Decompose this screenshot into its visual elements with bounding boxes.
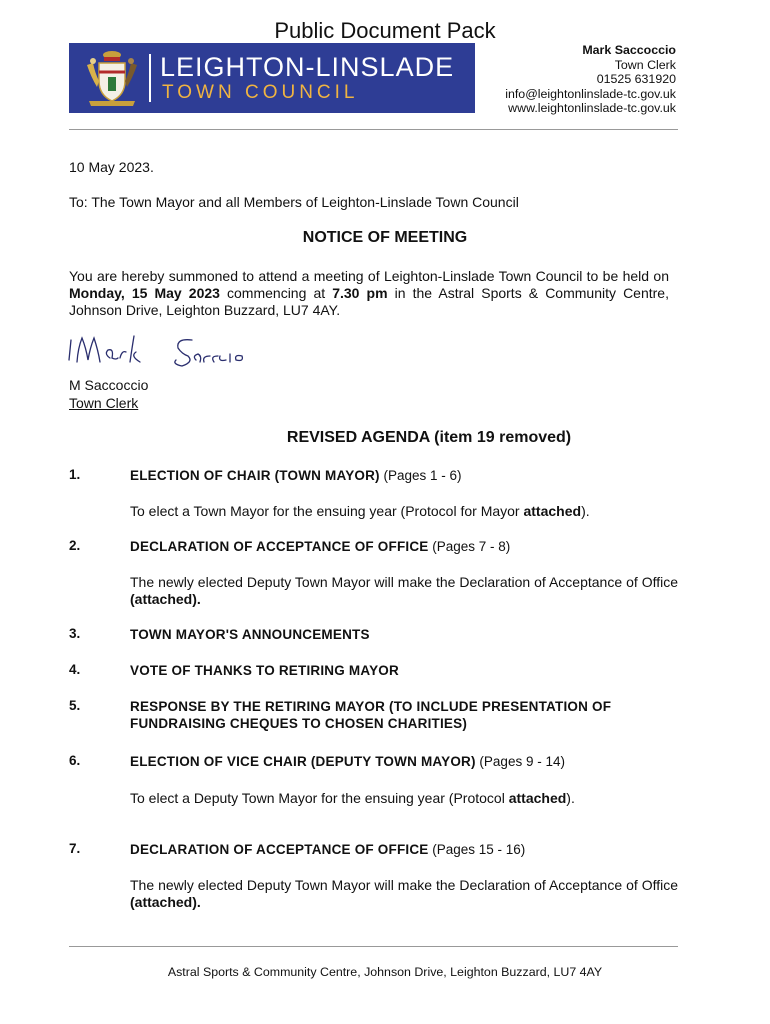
agenda-item-title <box>130 698 678 732</box>
agenda-item-number: 3. <box>69 626 81 641</box>
contact-role: Town Clerk <box>614 57 676 72</box>
contact-name: Mark Saccoccio <box>582 43 676 57</box>
signer-title: Town Clerk <box>69 395 139 411</box>
letter-date: 10 May 2023. <box>69 159 154 175</box>
signature-image <box>64 330 274 375</box>
contact-email[interactable]: info@leightonlinslade-tc.gov.uk <box>505 86 676 101</box>
agenda-item-description <box>130 877 678 911</box>
agenda-item-heading: ELECTION OF VICE CHAIR (DEPUTY TOWN MAYOR) <box>130 754 476 769</box>
agenda-item-pages[interactable]: (Pages 1 - 6) <box>379 468 462 483</box>
pack-title: Public Document Pack <box>274 18 496 43</box>
signer-name: M Saccoccio <box>69 377 149 393</box>
banner-divider <box>149 54 151 102</box>
footer-divider <box>69 946 678 947</box>
agenda-item-number: 2. <box>69 538 81 553</box>
agenda-item-heading: TOWN MAYOR'S ANNOUNCEMENTS <box>130 627 370 642</box>
agenda-item-heading: RESPONSE BY THE RETIRING MAYOR (TO INCLUDE PRESENTATION OF FUNDRAISING CHEQUES TO CHOSEN CHARITIES) <box>130 699 612 731</box>
agenda-item-description <box>130 790 678 807</box>
description-bold: attached <box>508 790 567 806</box>
header-divider <box>69 129 678 130</box>
agenda-item-heading: VOTE OF THANKS TO RETIRING MAYOR <box>130 663 399 678</box>
agenda-item-number: 4. <box>69 662 81 677</box>
council-subtitle: TOWN COUNCIL <box>162 82 359 103</box>
agenda-item-heading: DECLARATION OF ACCEPTANCE OF OFFICE <box>130 842 429 857</box>
agenda-item-number: 6. <box>69 753 81 768</box>
agenda-item-pages[interactable]: (Pages 15 - 16) <box>428 842 526 857</box>
council-logo-banner <box>69 43 475 113</box>
summons-paragraph <box>69 268 669 319</box>
description-text: ). <box>581 503 590 519</box>
council-crest-icon <box>81 47 143 109</box>
description-text: The newly elected Deputy Town Mayor will make the Declaration of Acceptance of Office <box>130 574 678 590</box>
council-name: LEIGHTON-LINSLADE <box>160 52 455 82</box>
page-footer: Astral Sports & Community Centre, Johnson Drive, Leighton Buzzard, LU7 4AY <box>167 965 603 979</box>
agenda-item-number: 1. <box>69 467 81 482</box>
agenda-item-description <box>130 574 678 608</box>
description-bold: (attached). <box>130 591 201 607</box>
agenda-item-title <box>130 662 678 679</box>
meeting-date: Monday, 15 May 2023 <box>69 285 220 301</box>
agenda-item-title <box>130 626 678 643</box>
agenda-item-description <box>130 503 678 520</box>
description-text: To elect a Deputy Town Mayor for the ensuing year (Protocol <box>130 790 509 806</box>
agenda-item-heading: DECLARATION OF ACCEPTANCE OF OFFICE <box>130 539 429 554</box>
summons-text: in the Astral Sports & Community Centre, Johnson Drive, Leighton Buzzard, LU7 4AY. <box>69 285 669 318</box>
agenda-heading: REVISED AGENDA (item 19 removed) <box>286 429 572 446</box>
agenda-item-heading: ELECTION OF CHAIR (TOWN MAYOR) <box>130 468 380 483</box>
description-text: To elect a Town Mayor for the ensuing year (Protocol for Mayor <box>130 503 524 519</box>
summons-text: You are hereby summoned to attend a meeting of Leighton-Linslade Town Council to be held on <box>69 268 669 284</box>
description-text: ). <box>566 790 575 806</box>
agenda-item-title <box>130 538 678 555</box>
notice-heading: NOTICE OF MEETING <box>302 229 468 246</box>
agenda-item-title <box>130 841 678 858</box>
contact-website[interactable]: www.leightonlinslade-tc.gov.uk <box>508 101 676 115</box>
description-text: The newly elected Deputy Town Mayor will make the Declaration of Acceptance of Office <box>130 877 678 893</box>
agenda-item-pages[interactable]: (Pages 9 - 14) <box>475 754 565 769</box>
agenda-item-title <box>130 753 678 770</box>
meeting-time: 7.30 pm <box>332 285 388 301</box>
summons-text: commencing at <box>219 285 333 301</box>
agenda-item-pages[interactable]: (Pages 7 - 8) <box>428 539 511 554</box>
agenda-item-number: 7. <box>69 841 81 856</box>
contact-block <box>505 43 676 116</box>
contact-phone: 01525 631920 <box>596 72 676 86</box>
description-bold: (attached). <box>130 894 201 910</box>
letter-recipients: To: The Town Mayor and all Members of Leighton-Linslade Town Council <box>69 194 519 210</box>
agenda-item-number: 5. <box>69 698 81 713</box>
agenda-item-title <box>130 467 678 484</box>
description-bold: attached <box>523 503 582 519</box>
